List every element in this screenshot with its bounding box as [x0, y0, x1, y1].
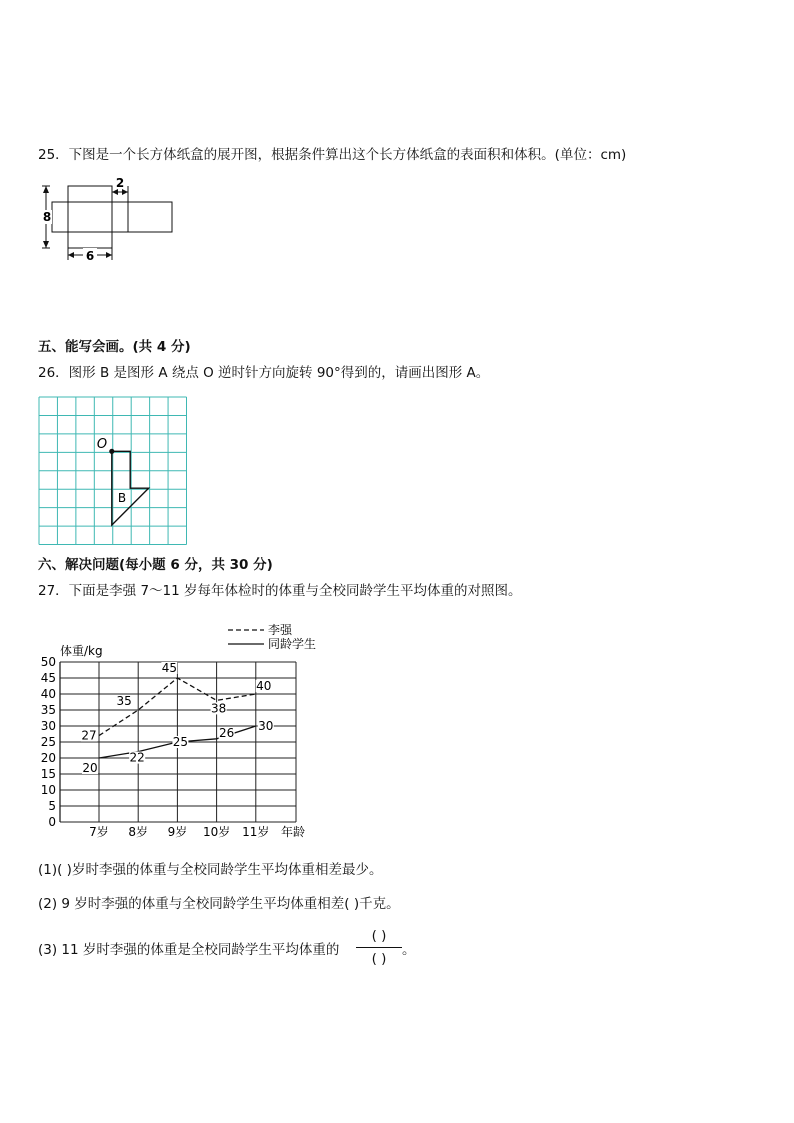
x-tick-label: 8岁 [128, 825, 149, 839]
y-tick-label: 40 [40, 687, 56, 701]
section-5-title: 五、能写会画。(共 4 分) [38, 339, 191, 355]
legend-label: 同龄学生 [268, 637, 317, 651]
section-6-title: 六、解决问题(每小题 6 分，共 30 分) [38, 557, 273, 573]
legend-label: 李强 [268, 623, 293, 637]
x-tick-label: 9岁 [167, 825, 188, 839]
y-tick-label: 5 [48, 799, 56, 813]
y-tick-label: 50 [40, 655, 56, 669]
data-label: 20 [82, 761, 98, 775]
center-point-o [109, 449, 114, 454]
y-tick-label: 0 [48, 815, 56, 829]
q27-sub2: (2) 9 岁时李强的体重与全校同龄学生平均体重相差( )千克。 [38, 896, 400, 912]
fraction-numerator: ( ) [371, 928, 387, 944]
dim-width-label: 2 [115, 176, 125, 190]
fraction-bar [356, 947, 402, 948]
data-label: 27 [81, 728, 97, 743]
y-tick-label: 25 [40, 735, 56, 749]
q27-sub3-end: 。 [402, 942, 416, 958]
y-tick-label: 10 [40, 783, 56, 797]
data-label: 26 [218, 725, 235, 740]
box-net-diagram [38, 176, 188, 268]
data-label: 45 [161, 661, 178, 675]
x-tick-label: 7岁 [89, 825, 109, 839]
q27-sub3-text: (3) 11 岁时李强的体重是全校同龄学生平均体重的 [38, 942, 340, 958]
weight-line-chart [30, 616, 350, 842]
x-tick-label: 10岁 [202, 825, 231, 839]
data-label: 22 [129, 750, 145, 765]
y-tick-label: 45 [40, 671, 56, 685]
shape-b-outline [112, 451, 149, 525]
rotation-grid [38, 396, 188, 546]
dim-length-label: 6 [85, 249, 95, 263]
point-o-label: O [96, 437, 108, 452]
q27-text: 27．下面是李强 7～11 岁每年体检时的体重与全校同龄学生平均体重的对照图。 [38, 583, 522, 599]
shape-b-label: B [117, 491, 127, 505]
q25-text: 25．下图是一个长方体纸盒的展开图，根据条件算出这个长方体纸盒的表面积和体积。(单位：cm) [38, 147, 627, 163]
fraction-blank [356, 928, 402, 968]
data-label: 40 [256, 679, 272, 693]
data-label: 25 [172, 735, 189, 749]
x-axis-label: 年龄 [281, 825, 306, 839]
data-label: 30 [258, 719, 274, 733]
dim-height-label: 8 [42, 210, 52, 224]
data-label: 35 [116, 694, 132, 708]
x-tick-label: 11岁 [242, 825, 270, 839]
y-tick-label: 35 [40, 703, 56, 717]
y-tick-label: 15 [40, 767, 56, 781]
fraction-denominator: ( ) [371, 951, 387, 967]
y-tick-label: 30 [40, 719, 56, 733]
y-tick-label: 20 [40, 751, 56, 765]
y-axis-label: 体重/kg [60, 644, 103, 658]
q26-text: 26．图形 B 是图形 A 绕点 O 逆时针方向旋转 90°得到的，请画出图形 A。 [38, 365, 490, 381]
data-label: 38 [210, 701, 227, 716]
q27-sub1: (1)( )岁时李强的体重与全校同龄学生平均体重相差最少。 [38, 862, 383, 878]
